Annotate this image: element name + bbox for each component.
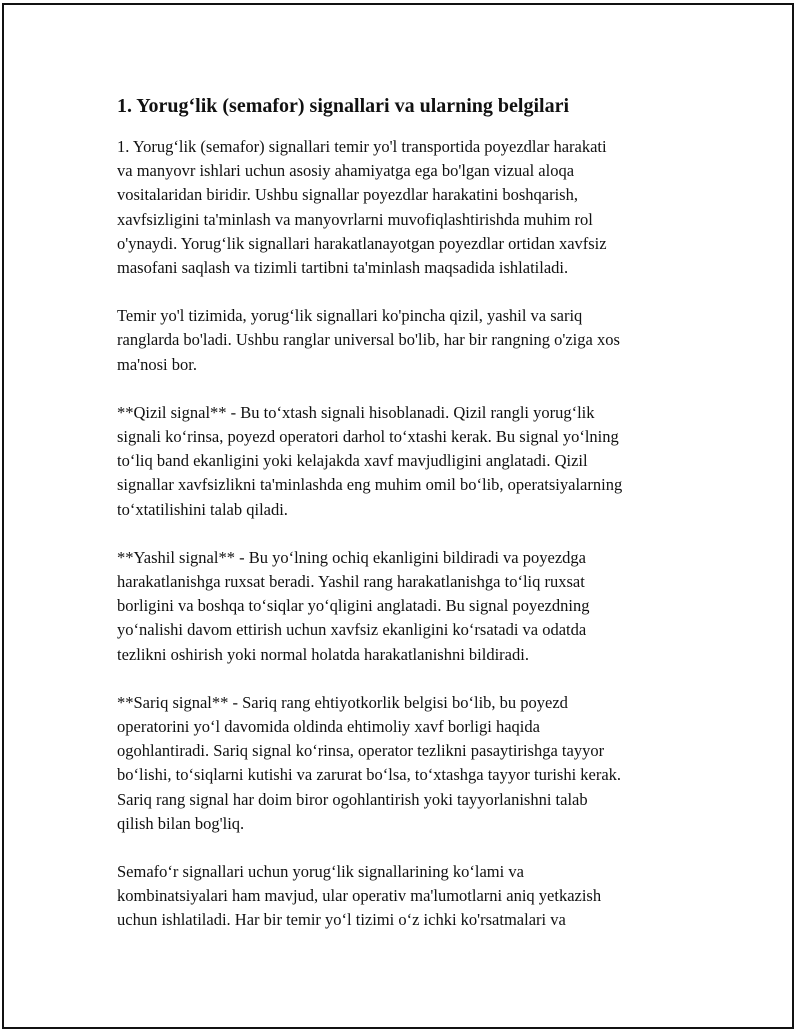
document-title: 1. Yorug‘lik (semafor) signallari va ularning belgilari <box>117 95 570 117</box>
document-body <box>117 92 687 957</box>
paragraph-yellow-signal: **Sariq signal** - Sariq rang ehtiyotkorlik belgisi bo‘lib, bu poyezd operatorini yo‘l davomida oldinda ehtimoliy xavf borligi haqida ogohlantiradi. Sariq signal ko‘rinsa, operator tezlikni pasaytirishga tayyor bo‘lishi, to‘siqlarni kutishi va zarurat bo‘lsa, to‘xtashga tayyor turishi kerak. Sariq rang signal har doim biror ogohlantirish yoki tayyorlanishni talab qilish bilan bog'liq. <box>117 692 622 833</box>
paragraph-combinations: Semafo‘r signallari uchun yorug‘lik signallarining ko‘lami va kombinatsiyalari ham mavjud, ular operativ ma'lumotlarni aniq yetkazish uchun ishlatiladi. Har bir temir yo‘l tizimi o‘z ichki ko'rsatmalari va <box>117 862 602 930</box>
paragraph-red-signal: **Qizil signal** - Bu to‘xtash signali hisoblanadi. Qizil rangli yorug‘lik signali ko‘rinsa, poyezd operatori darhol to‘xtashi kerak. Bu signal yo‘lning to‘liq band ekanligini yoki kelajakda xavf mavjudligini anglatadi. Qizil signallar xavfsizlikni ta'minlashda eng muhim omil bo‘lib, operatsiyalarning to‘xtatilishini talab qiladi. <box>117 402 623 519</box>
paragraph-green-signal: **Yashil signal** - Bu yo‘lning ochiq ekanligini bildiradi va poyezdga harakatlanishga ruxsat beradi. Yashil rang harakatlanishga to‘liq ruxsat borligini va boshqa to‘siqlar yo‘qligini anglatadi. Bu signal poyezdning yo‘nalishi davom ettirish uchun xavfsiz ekanligini ko‘rsatadi va odatda tezlikni oshirish yoki normal holatda harakatlanishni bildiradi. <box>117 547 590 664</box>
paragraph-intro: 1. Yorug‘lik (semafor) signallari temir yo'l transportida poyezdlar harakati va manyovr ishlari uchun asosiy ahamiyatga ega bo'lgan vizual aloqa vositalaridan biridir. Ushbu signallar poyezdlar harakatini boshqarish, xavfsizligini ta'minlash va manyovrlarni muvofiqlashtirishda muhim rol o'ynaydi. Yorug‘lik signallari harakatlanayotgan poyezdlar ortidan xavfsiz masofani saqlash va tizimli tartibni ta'minlash maqsadida ishlatiladi. <box>117 137 607 278</box>
paragraph-colors: Temir yo'l tizimida, yorug‘lik signallari ko'pincha qizil, yashil va sariq ranglarda bo'ladi. Ushbu ranglar universal bo'lib, har bir rangning o'ziga xos ma'nosi bor. <box>117 306 620 374</box>
